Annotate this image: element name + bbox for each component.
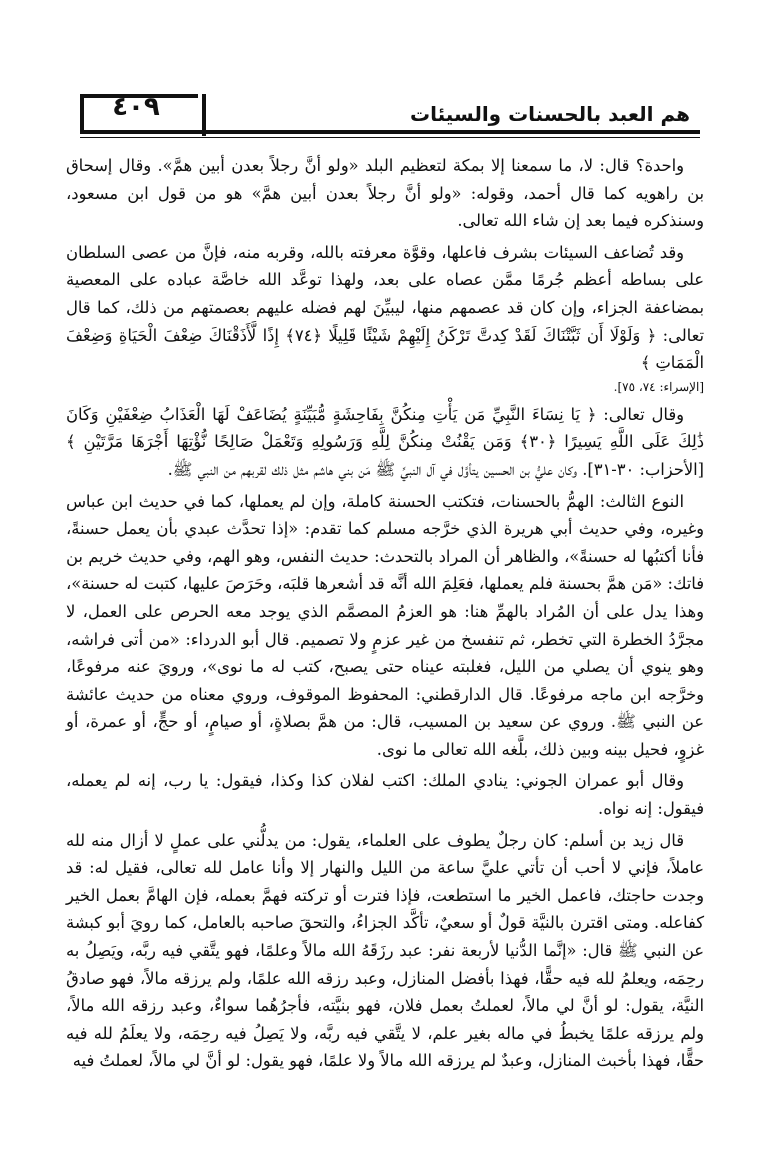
paragraph: وقد تُضاعف السيئات بشرف فاعلها، وقوَّة معرفته بالله، وقربه منه، فإنَّ من عصى السلطان على بساطه أعظم جُرمًا ممَّن عصاه على بعد، ولهذا توعَّد الله خاصَّة عباده على المعصية بمضاعفة الجزاء، وإن كان قد عصمهم منها، ليبيِّنَ لهم فضله عليهم بعصمتهم من ذلك، كما قال تعالى: ﴿ وَلَوْلَا أَن ثَبَّتْنَاكَ لَقَدْ كِدتَّ تَرْكَنُ إِلَيْهِمْ شَيْئًا قَلِيلًا ﴿٧٤﴾ إِذًا لَّأَذَقْنَاكَ ضِعْفَ الْحَيَاةِ وَضِعْفَ الْمَمَاتِ ﴾: [66, 242, 705, 373]
paragraph: وقال أبو عمران الجوني: ينادي الملك: اكتب لفلان كذا وكذا، فيقول: يا رب، إنه لم يعمله، فيقول: إنه نواه.: [66, 771, 704, 819]
header-rule-thick: [80, 130, 700, 134]
paragraph: النوع الثالث: الهمُّ بالحسنات، فتكتب الحسنة كاملة، وإن لم يعملها، كما في حديث ابن عباس وغيره، وفي حديث أبي هريرة الذي خرَّجه مسلم كما تقدم: «إذا تحدَّث عبدي بأن يعمل حسنةً، فأنا أكتبُها له حسنةً»، والظاهر أن المراد بالتحدث: حديث النفس، وهو الهم، وفي حديث خريم بن فاتك: «مَن همَّ بحسنة فلم يعملها، فعَلِمَ الله أنَّه قد أشعرها قلبَه، وحَرَصَ عليها، كتبت له حسنة»، وهذا يدل على أن المُراد بالهمِّ هنا: هو العزمُ المصمَّم الذي يوجد معه الحرص على العمل، لا مجرَّدُ الخطرة التي تخطر، ثم تنفسخ من غير عزمٍ ولا تصميم. قال أبو الدرداء: «من أتى فراشه، وهو ينوي أن يصلي من الليل، فغلبته عيناه حتى يصبح، كتب له ما نوى»، ورويَ عنه مرفوعًا، وخرَّجه ابن ماجه مرفوعًا. قال الدارقطني: المحفوظ الموقوف، وروي معناه من حديث عائشة عن النبي ﷺ. وروي عن سعيد بن المسيب، قال: من همَّ بصلاةٍ، أو صيامٍ، أو حجٍّ، أو عمرة، أو غزوٍ، فحيل بينه وبين ذلك، بلَّغه الله تعالى ما نوى.: [66, 491, 704, 759]
paragraph: وقال تعالى: ﴿ يَا نِسَاءَ النَّبِيِّ مَن يَأْتِ مِنكُنَّ بِفَاحِشَةٍ مُّبَيِّنَةٍ يُضَاعَفْ لَهَا الْعَذَابُ ضِعْفَيْنِ وَكَانَ ذَٰلِكَ عَلَى اللَّهِ يَسِيرًا ﴿٣٠﴾ وَمَن يَقْنُتْ مِنكُنَّ لِلَّهِ وَرَسُولِهِ وَتَعْمَلْ صَالِحًا نُّؤْتِهَا أَجْرَهَا مَرَّتَيْنِ ﴾ [الأحزاب: ٣٠-٣١]. وكان عليُّ بن الحسين يتأوَّل في آل النبيِّ ﷺ مَن بني هاشم مثل ذلك لقربهم من النبي ﷺ.: [66, 404, 704, 479]
running-title: هم العبد بالحسنات والسيئات: [410, 102, 690, 126]
page-number: ٤٠٩: [112, 92, 160, 122]
paragraph: قال زيد بن أسلم: كان رجلٌ يطوف على العلماء، يقول: من يدلُّني على عملٍ لا أزال منه لله عاملاً، فإني لا أحب أن تأتي عليَّ ساعة من الليل والنهار إلا وأنا عامل لله تعالى، فقيل له: قد وجدت حاجتك، فاعمل الخير ما استطعت، فإذا فترت أو تركته فهمَّ بعمله، فإن الهامَّ بعمل الخير كفاعله. ومتى اقترن بالنيَّة قولٌ أو سعيٌ، تأكَّد الجزاءُ، والتحقَ صاحبه بالعامل، كما رويَ أبو كبشة عن النبي ﷺ قال: «إنَّما الدُّنيا لأربعة نفر: عبد رزَقَهُ الله مالاً وعلمًا، فهو يتَّقي فيه ربَّه، ويَصِلُ به رحِمَه، ويعلمُ لله فيه حقًّا، فهذا بأفضل المنازل، وعبد رزقه الله علمًا، ولم يرزقه مالاً، فهو صادقُ النيَّة، يقول: لو أنَّ لي مالاً، لعملتُ بعمل فلان، فهو بنيَّته، فأجرُهُما سواءٌ، وعبد رزقه الله مالاً، ولم يرزقه علمًا يخبطُ في ماله بغير علم، لا يتَّقي فيه ربَّه، ولا يَصِلُ فيه رحِمَه، ولا يعلَمُ لله فيه حقًّا، فهذا بأخبث المنازل، وعبدٌ لم يرزقه الله مالاً ولا علمًا، فهو يقول: لو أنَّ لي مالاً، لعملتُ فيه: [66, 830, 704, 1071]
page-header: [64, 88, 700, 140]
quran-citation: [الإسراء: ٧٤، ٧٥].: [613, 379, 704, 394]
header-rule-thin: [80, 137, 700, 138]
body-text: [66, 152, 704, 1075]
paragraph: واحدة؟ قال: لا، ما سمعنا إلا بمكة لتعظيم البلد «ولو أنَّ رجلاً بعدن أبين همَّ». وقال إسحاق بن راهويه كما قال أحمد، وقوله: «ولو أنَّ رجلاً بعدن أبين همَّ» هو من قول ابن مسعود، وسنذكره فيما بعد إن شاء الله تعالى.: [66, 156, 704, 231]
